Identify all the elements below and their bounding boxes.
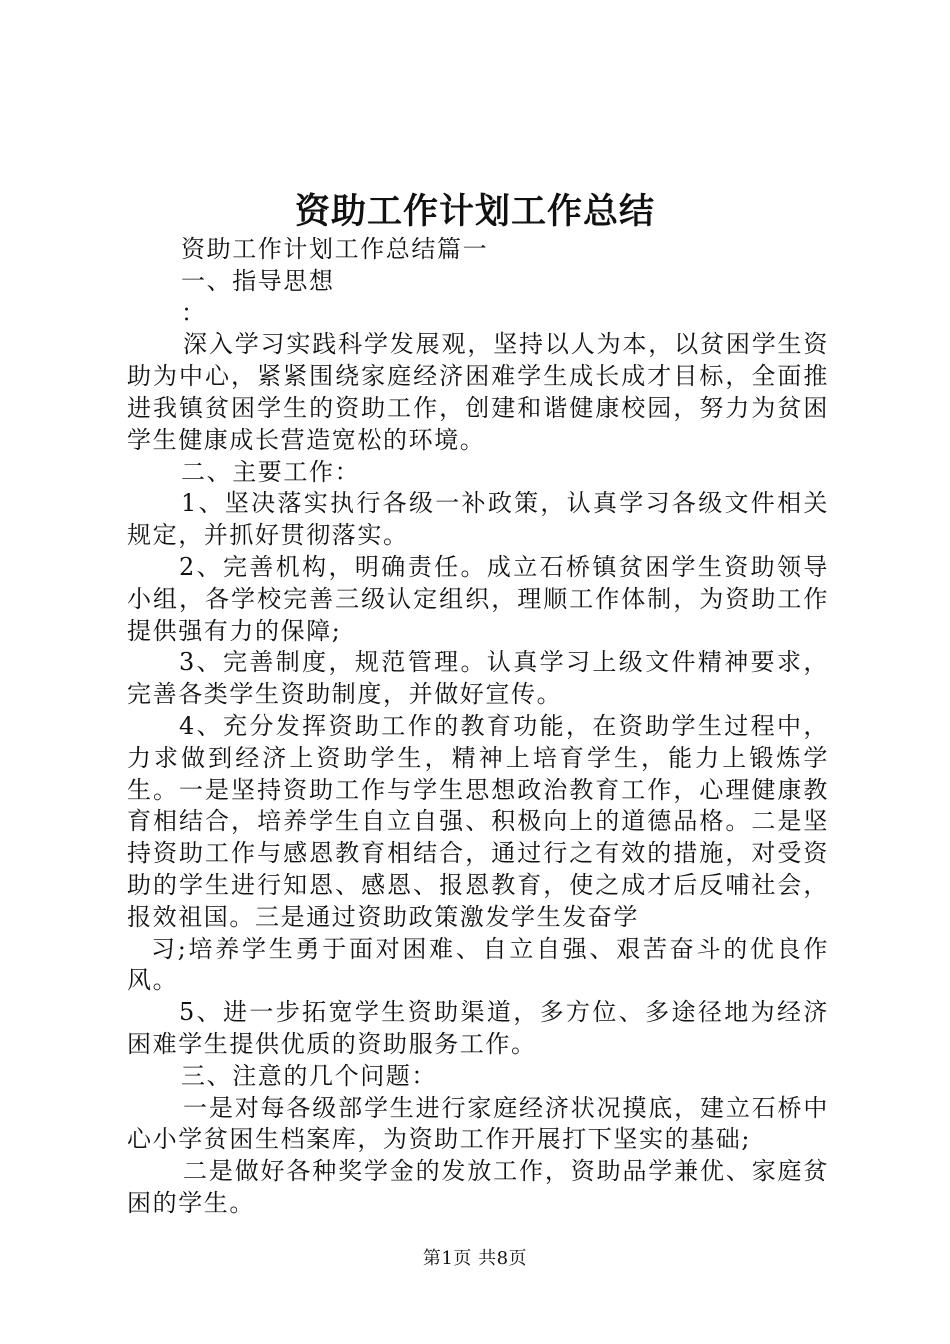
paragraph-guiding-ideology: 深入学习实践科学发展观，坚持以人为本，以贫困学生资助为中心，紧紧围绕家庭经济困难学生成长成才目标，全面推进我镇贫困学生的资助工作，创建和谐健康校园，努力为贫困学生健康成长营造宽松的环境。 <box>127 330 829 454</box>
colon-line: ： <box>181 298 207 327</box>
page-number-footer: 第1页 共8页 <box>422 1248 528 1269</box>
heading-guiding-ideology: 一、指导思想 <box>181 266 335 295</box>
paragraph-note-1: 一是对每各级部学生进行家庭经济状况摸底，建立石桥中心小学贫困生档案库，为资助工作开展打下坚实的基础; <box>127 1093 829 1154</box>
heading-main-work: 二、主要工作： <box>181 457 361 486</box>
section-heading-part-one: 资助工作计划工作总结篇一 <box>181 235 489 263</box>
paragraph-item-4-continued: 习;培养学生勇于面对困难、自立自强、艰苦奋斗的优良作风。 <box>127 934 829 995</box>
paragraph-note-2: 二是做好各种奖学金的发放工作，资助品学兼优、家庭贫困的学生。 <box>127 1157 829 1217</box>
paragraph-item-2: 2、完善机构，明确责任。成立石桥镇贫困学生资助领导小组，各学校完善三级认定组织，理顺工作体制，为资助工作提供强有力的保障; <box>127 552 829 645</box>
document-body <box>127 234 829 1220</box>
paragraph-item-1: 1、坚决落实执行各级一补政策，认真学习各级文件相关规定，并抓好贯彻落实。 <box>127 489 829 550</box>
heading-notes: 三、注意的几个问题： <box>181 1061 437 1090</box>
paragraph-item-3: 3、完善制度，规范管理。认真学习上级文件精神要求，完善各类学生资助制度，并做好宣传。 <box>127 648 829 709</box>
document-title: 资助工作计划工作总结 <box>294 192 655 232</box>
paragraph-item-4: 4、充分发挥资助工作的教育功能，在资助学生过程中，力求做到经济上资助学生，精神上培育学生，能力上锻炼学生。一是坚持资助工作与学生思想政治教育工作，心理健康教育相结合，培养学生自立自强、积极向上的道德品格。二是坚持资助工作与感恩教育相结合，通过行之有效的措施，对受资助的学生进行知恩、感恩、报恩教育，使之成才后反哺社会，报效祖国。三是通过资助政策激发学生发奋学 <box>127 711 829 931</box>
paragraph-item-5: 5、进一步拓宽学生资助渠道，多方位、多途径地为经济困难学生提供优质的资助服务工作。 <box>127 998 829 1058</box>
